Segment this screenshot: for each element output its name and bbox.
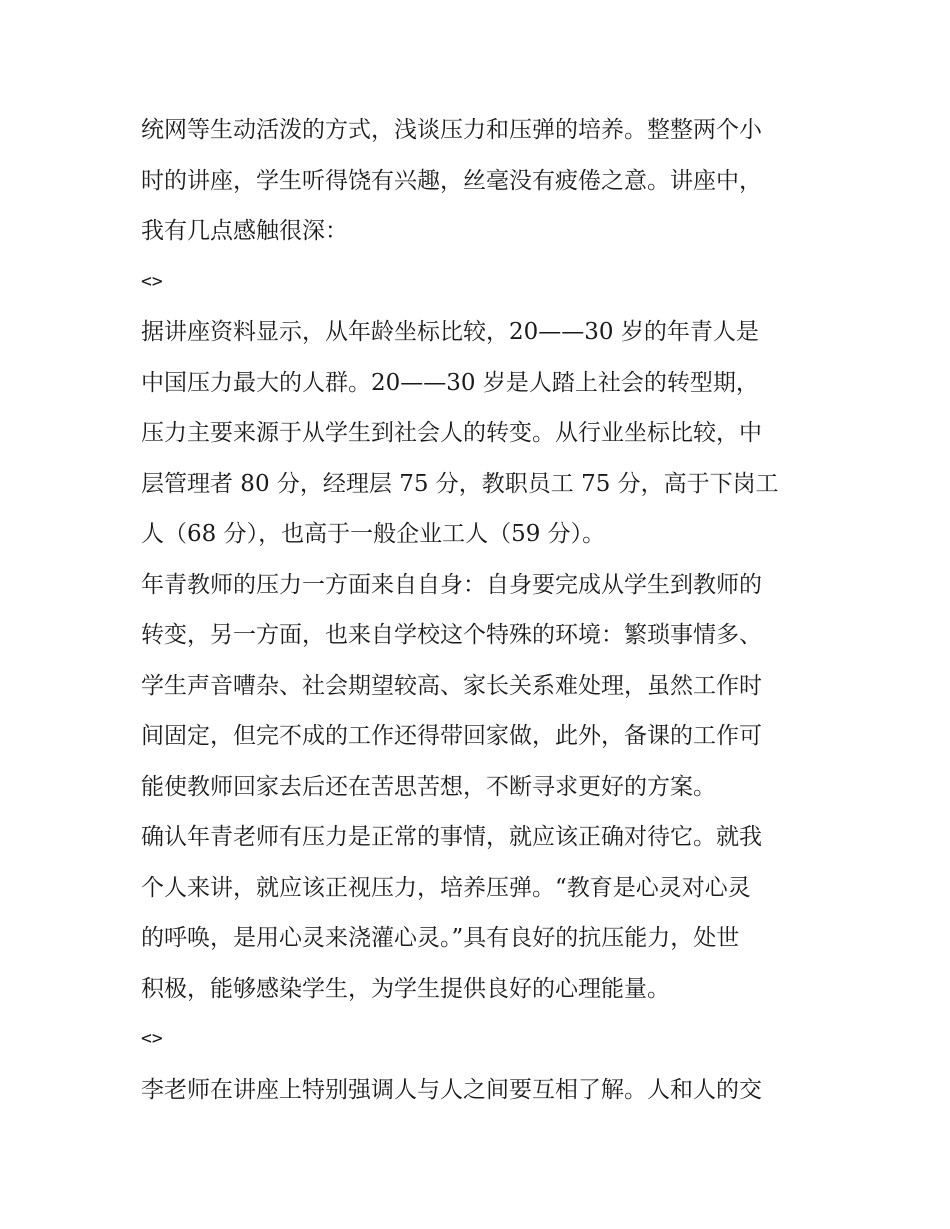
section-marker: <> — [141, 1028, 163, 1049]
text-line: 人（68 分），也高于一般企业工人（59 分）。 — [141, 521, 606, 547]
text-line: 的呼唤，是用心灵来浇灌心灵。”具有良好的抗压能力，处世 — [141, 925, 740, 951]
text-line: 我有几点感触很深： — [141, 218, 348, 244]
text-line: 中国压力最大的人群。20——30 岁是人踏上社会的转型期， — [141, 369, 759, 396]
text-line: 据讲座资料显示，从年龄坐标比较，20——30 岁的年青人是 — [141, 319, 759, 345]
text-line: 间固定，但完不成的工作还得带回家做，此外，备课的工作可 — [141, 723, 762, 749]
text-line: 学生声音嘈杂、社会期望较高、家长关系难处理，虽然工作时 — [141, 672, 762, 699]
text-line: 统网等生动活泼的方式，浅谈压力和压弹的培养。整整两个小 — [141, 117, 762, 143]
section-marker: <> — [141, 270, 163, 292]
body-text — [141, 105, 813, 1115]
text-line: 年青教师的压力一方面来自自身：自身要完成从学生到教师的 — [141, 571, 762, 598]
text-line: 层管理者 80 分，经理层 75 分，教职员工 75 分，高于下岗工 — [141, 470, 779, 497]
text-line: 确认年青老师有压力是正常的事情，就应该正确对待它。就我 — [141, 824, 762, 850]
text-line: 时的讲座，学生听得饶有兴趣，丝毫没有疲倦之意。讲座中， — [141, 167, 762, 194]
text-line: 个人来讲，就应该正视压力，培养压弹。“教育是心灵对心灵 — [141, 874, 751, 901]
text-line: 转变，另一方面，也来自学校这个特殊的环境：繁琐事情多、 — [141, 622, 762, 648]
text-line: 压力主要来源于从学生到社会人的转变。从行业坐标比较，中 — [141, 420, 762, 446]
text-line: 能使教师回家去后还在苦思苦想，不断寻求更好的方案。 — [141, 773, 716, 800]
text-line: 李老师在讲座上特别强调人与人之间要互相了解。人和人的交 — [141, 1076, 762, 1103]
text-line: 积极，能够感染学生，为学生提供良好的心理能量。 — [141, 975, 670, 1002]
